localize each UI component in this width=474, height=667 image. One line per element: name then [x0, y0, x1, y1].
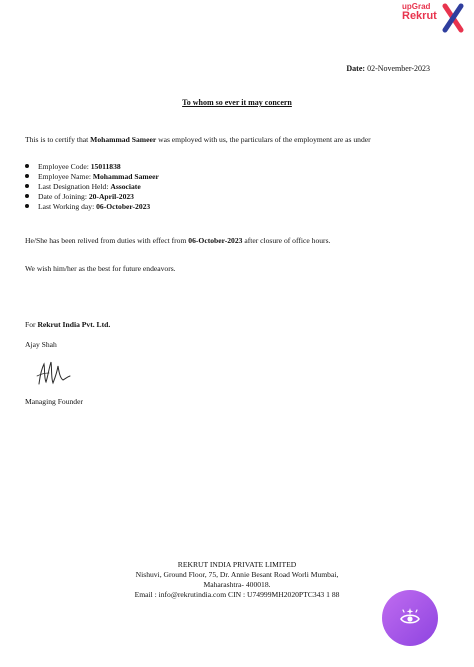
bullet-icon: [25, 164, 29, 168]
detail-value: 06-October-2023: [96, 202, 151, 211]
letter-date: [346, 64, 430, 73]
footer-company: REKRUT INDIA PRIVATE LIMITED: [177, 560, 297, 569]
bullet-icon: [25, 194, 29, 198]
logo-brand-name: Rekrut: [402, 10, 437, 22]
company-signoff: [25, 320, 110, 329]
detail-label: Employee Code:: [38, 162, 91, 171]
relieved-before: He/She has been relived from duties with effect from: [25, 236, 189, 245]
bullet-icon: [25, 204, 29, 208]
assistant-fab-button[interactable]: [382, 590, 438, 646]
letter-subject: To whom so ever it may concern: [182, 98, 292, 107]
company-name: Rekrut India Pvt. Ltd.: [37, 320, 111, 329]
footer-contact: Email : info@rekrutindia.com CIN : U74999MH2020PTC343 1 88: [134, 590, 340, 599]
relieved-date: 06-October-2023: [188, 236, 243, 245]
bullet-icon: [25, 184, 29, 188]
list-item: [25, 182, 159, 192]
for-label: For: [25, 320, 38, 329]
intro-employee-name: Mohammad Sameer: [90, 135, 157, 144]
logo-brand-top: upGrad: [402, 2, 431, 11]
relieved-paragraph: [25, 236, 330, 245]
list-item: [25, 202, 159, 212]
date-label: Date:: [346, 64, 366, 73]
detail-value: 20-April-2023: [88, 192, 134, 201]
detail-label: Employee Name:: [38, 172, 93, 181]
list-item: [25, 172, 159, 182]
signer-name: Ajay Shah: [25, 340, 57, 349]
date-value: 02-November-2023: [367, 64, 430, 73]
relieved-after: after closure of office hours.: [242, 236, 331, 245]
detail-label: Last Working day:: [38, 202, 97, 211]
wishes-paragraph: We wish him/her as the best for future endeavors.: [25, 264, 176, 273]
detail-value: 15011838: [90, 162, 121, 171]
detail-label: Last Designation Held:: [38, 182, 111, 191]
company-logo: [402, 2, 464, 42]
rekrut-x-icon: [442, 2, 464, 34]
detail-value: Mohammad Sameer: [92, 172, 159, 181]
intro-paragraph: [25, 135, 371, 144]
detail-value: Associate: [110, 182, 141, 191]
eye-sparkle-icon: [398, 606, 422, 630]
footer-address-line1: Nishuvi, Ground Floor, 75, Dr. Annie Besant Road Worli Mumbai,: [135, 570, 339, 579]
bullet-icon: [25, 174, 29, 178]
signature-image: [33, 358, 73, 388]
intro-before: This is to certify that: [25, 135, 91, 144]
list-item: [25, 192, 159, 202]
intro-after: was employed with us, the particulars of the employment are as under: [156, 135, 371, 144]
detail-label: Date of Joining:: [38, 192, 89, 201]
employment-details-list: [25, 162, 159, 212]
list-item: [25, 162, 159, 172]
footer-address-line2: Maharashtra- 400018.: [203, 580, 271, 589]
signer-designation: Managing Founder: [25, 397, 83, 406]
